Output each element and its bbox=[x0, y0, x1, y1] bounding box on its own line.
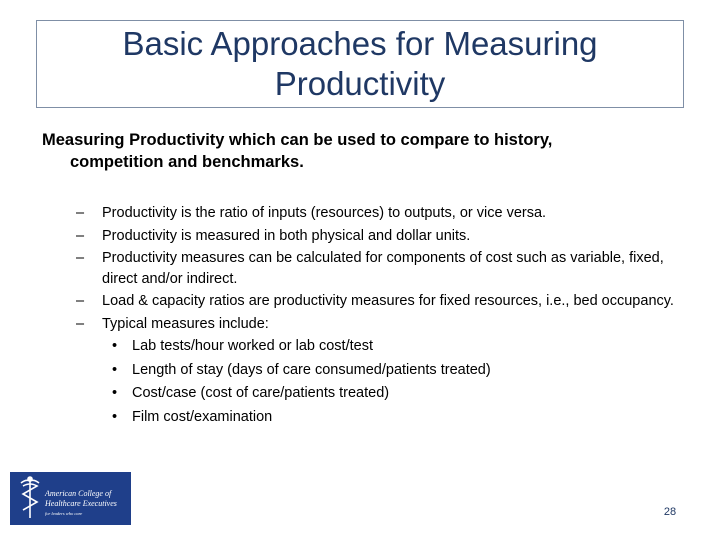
dash-marker: – bbox=[76, 227, 85, 244]
bullet-item bbox=[76, 226, 686, 247]
bullet-text: Productivity is measured in both physical and dollar units. bbox=[102, 227, 471, 244]
bullet-dot: • bbox=[112, 408, 118, 425]
intro-line-1: Measuring Productivity which can be used to compare to history, bbox=[42, 131, 553, 149]
bullet-item bbox=[76, 203, 686, 224]
sub-bullet-text: Film cost/examination bbox=[132, 408, 273, 425]
sub-bullet-list bbox=[102, 336, 686, 427]
dash-marker: – bbox=[76, 293, 85, 309]
bullet-list bbox=[76, 203, 686, 430]
dash-marker: – bbox=[76, 315, 85, 332]
bullet-item bbox=[76, 291, 686, 312]
page-number: 28 bbox=[663, 506, 677, 518]
sub-bullet-item bbox=[102, 336, 686, 357]
bullet-dot: • bbox=[112, 361, 118, 378]
bullet-item bbox=[76, 314, 686, 428]
sub-bullet-text: Length of stay (days of care consumed/patients treated) bbox=[132, 361, 491, 378]
dash-marker: – bbox=[76, 205, 85, 221]
title-box bbox=[36, 20, 684, 108]
sub-bullet-text: Cost/case (cost of care/patients treated) bbox=[132, 385, 390, 401]
ache-logo bbox=[10, 472, 131, 525]
logo-line-2: Healthcare Executives bbox=[45, 499, 117, 508]
bullet-text: Productivity measures can be calculated for components of cost such as variable, fixed, direct and/or indirect. bbox=[102, 250, 664, 287]
bullet-text: Load & capacity ratios are productivity measures for fixed resources, i.e., bed occupancy. bbox=[102, 293, 674, 309]
slide-title: Basic Approaches for Measuring Productivity bbox=[122, 25, 598, 102]
bullet-item bbox=[76, 248, 686, 289]
logo-line-1: American College of bbox=[45, 489, 112, 498]
sub-bullet-item bbox=[102, 383, 686, 404]
ache-logo-graphic bbox=[10, 472, 131, 525]
bullet-dot: • bbox=[112, 385, 118, 401]
sub-bullet-text: Lab tests/hour worked or lab cost/test bbox=[132, 338, 373, 354]
bullet-text: Productivity is the ratio of inputs (resources) to outputs, or vice versa. bbox=[102, 205, 547, 221]
intro-text bbox=[42, 129, 682, 173]
intro-line-2: competition and benchmarks. bbox=[70, 153, 304, 171]
bullet-text: Typical measures include: bbox=[102, 315, 269, 332]
logo-tagline: for leaders who care bbox=[45, 511, 83, 516]
sub-bullet-item bbox=[102, 360, 686, 381]
sub-bullet-item bbox=[102, 407, 686, 428]
dash-marker: – bbox=[76, 250, 85, 266]
bullet-dot: • bbox=[112, 338, 118, 354]
